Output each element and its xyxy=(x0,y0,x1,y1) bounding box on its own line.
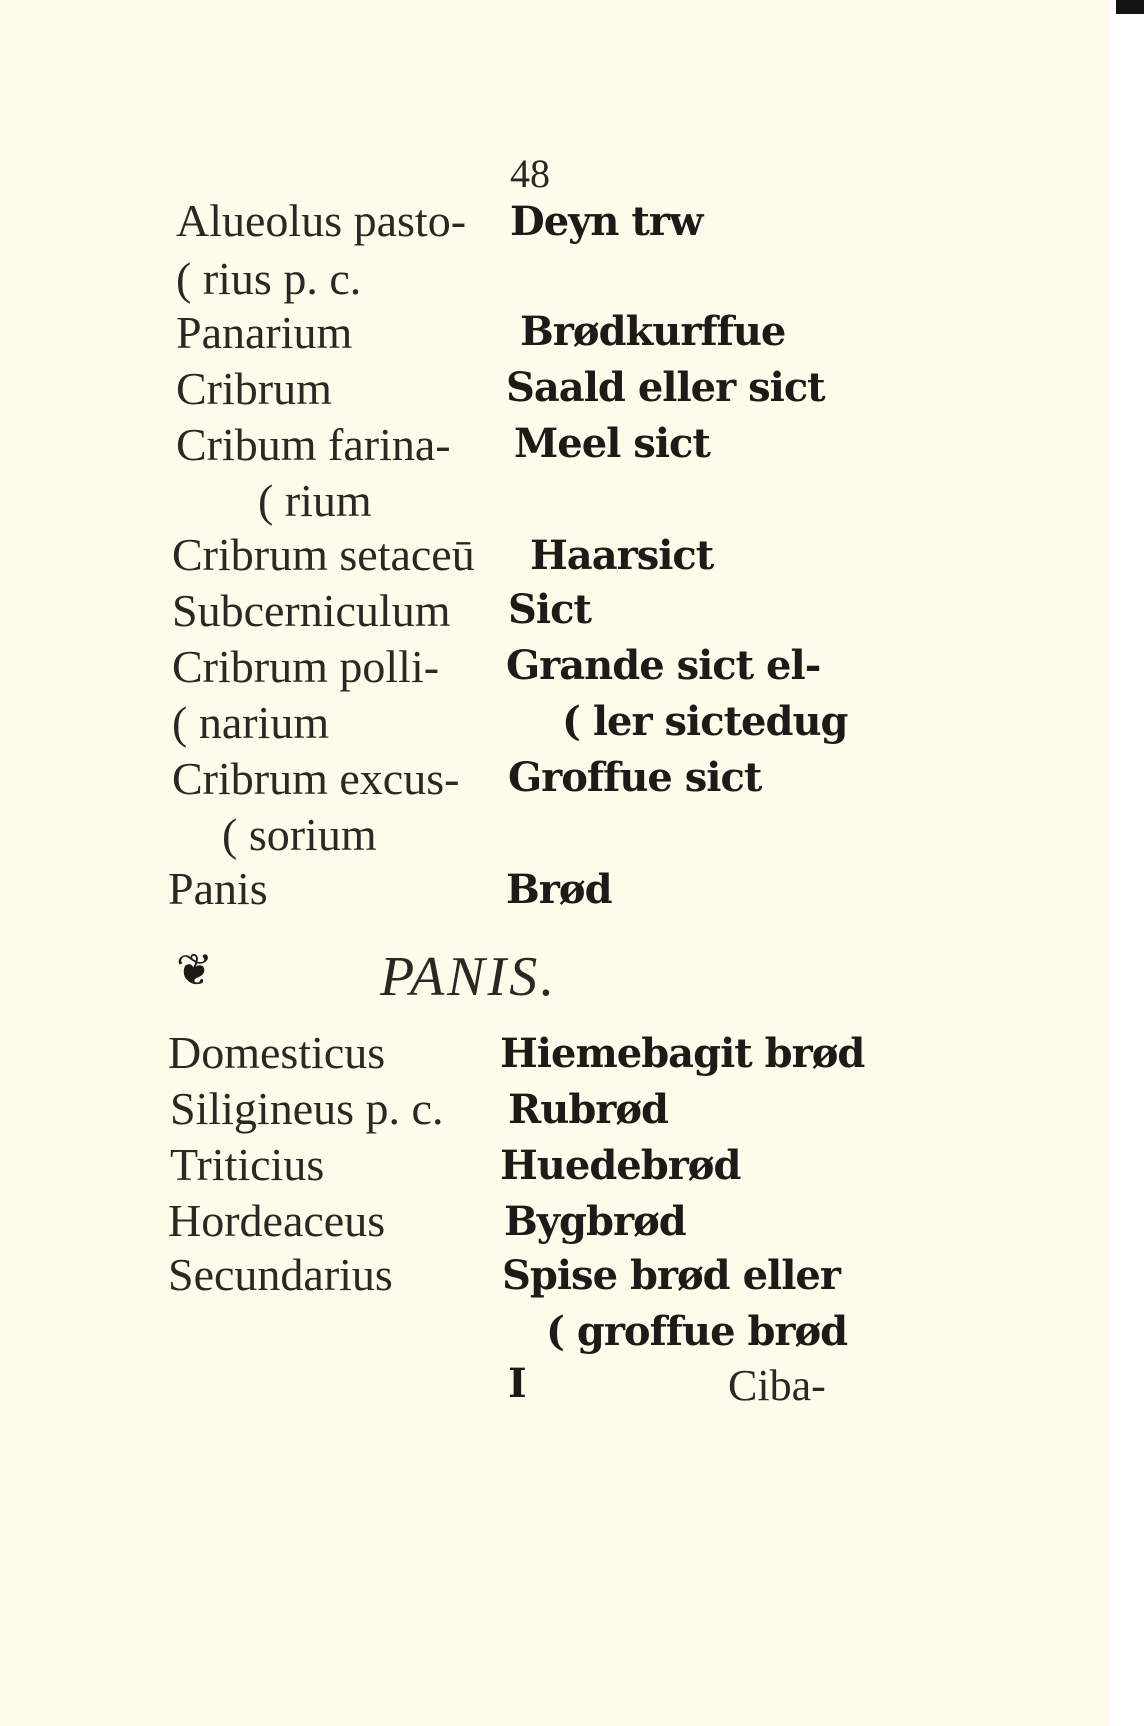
latin-term: Panis xyxy=(168,863,268,914)
latin-term: Cribrum excus- xyxy=(172,753,460,804)
vernacular-term: Grande sict el- xyxy=(506,642,821,689)
latin-term: ( sorium xyxy=(222,809,377,860)
vernacular-term: Spise brød eller xyxy=(502,1252,840,1299)
latin-term: ( rium xyxy=(258,475,372,526)
vernacular-term: Saald eller sict xyxy=(506,364,825,411)
signature-mark: I xyxy=(508,1360,527,1407)
latin-term: Hordeaceus xyxy=(168,1195,386,1246)
vernacular-term: Brød xyxy=(506,866,612,913)
page-number: 48 xyxy=(510,151,550,196)
vernacular-term: Sict xyxy=(508,586,591,633)
latin-term: Siligineus p. c. xyxy=(170,1083,444,1134)
vernacular-term: Deyn trw xyxy=(510,198,703,245)
vernacular-term: ( ler sictedug xyxy=(562,698,848,745)
latin-term: Subcerniculum xyxy=(172,585,451,636)
latin-term: ( rius p. c. xyxy=(176,253,362,304)
latin-term: Alueolus pasto- xyxy=(176,195,467,246)
scan-edge-mark xyxy=(1116,0,1144,14)
scan-margin xyxy=(1110,0,1144,1726)
vernacular-term: Meel sict xyxy=(514,420,710,467)
catchword: Ciba- xyxy=(728,1361,826,1410)
latin-term: Secundarius xyxy=(168,1249,393,1300)
vernacular-term: Bygbrød xyxy=(504,1198,686,1245)
fleuron-ornament-icon: ❦ xyxy=(176,945,213,996)
vernacular-term: Groffue sict xyxy=(508,754,762,801)
latin-term: Domesticus xyxy=(168,1027,386,1078)
vernacular-term: Hiemebagit brød xyxy=(500,1030,865,1077)
latin-term: Panarium xyxy=(176,307,353,358)
vernacular-term: Brødkurffue xyxy=(520,308,786,355)
vernacular-term: Huedebrød xyxy=(500,1142,741,1189)
latin-term: Cribrum setaceū xyxy=(172,529,475,580)
latin-term: Triticius xyxy=(170,1139,325,1190)
latin-term: Cribrum polli- xyxy=(172,641,440,692)
section-heading: PANIS. xyxy=(380,946,558,1008)
vernacular-term: ( groffue brød xyxy=(546,1308,848,1355)
latin-term: Cribum farina- xyxy=(176,419,451,470)
latin-term: ( narium xyxy=(172,697,330,748)
vernacular-term: Haarsict xyxy=(530,532,714,579)
vernacular-term: Rubrød xyxy=(508,1086,669,1133)
latin-term: Cribrum xyxy=(176,363,332,414)
